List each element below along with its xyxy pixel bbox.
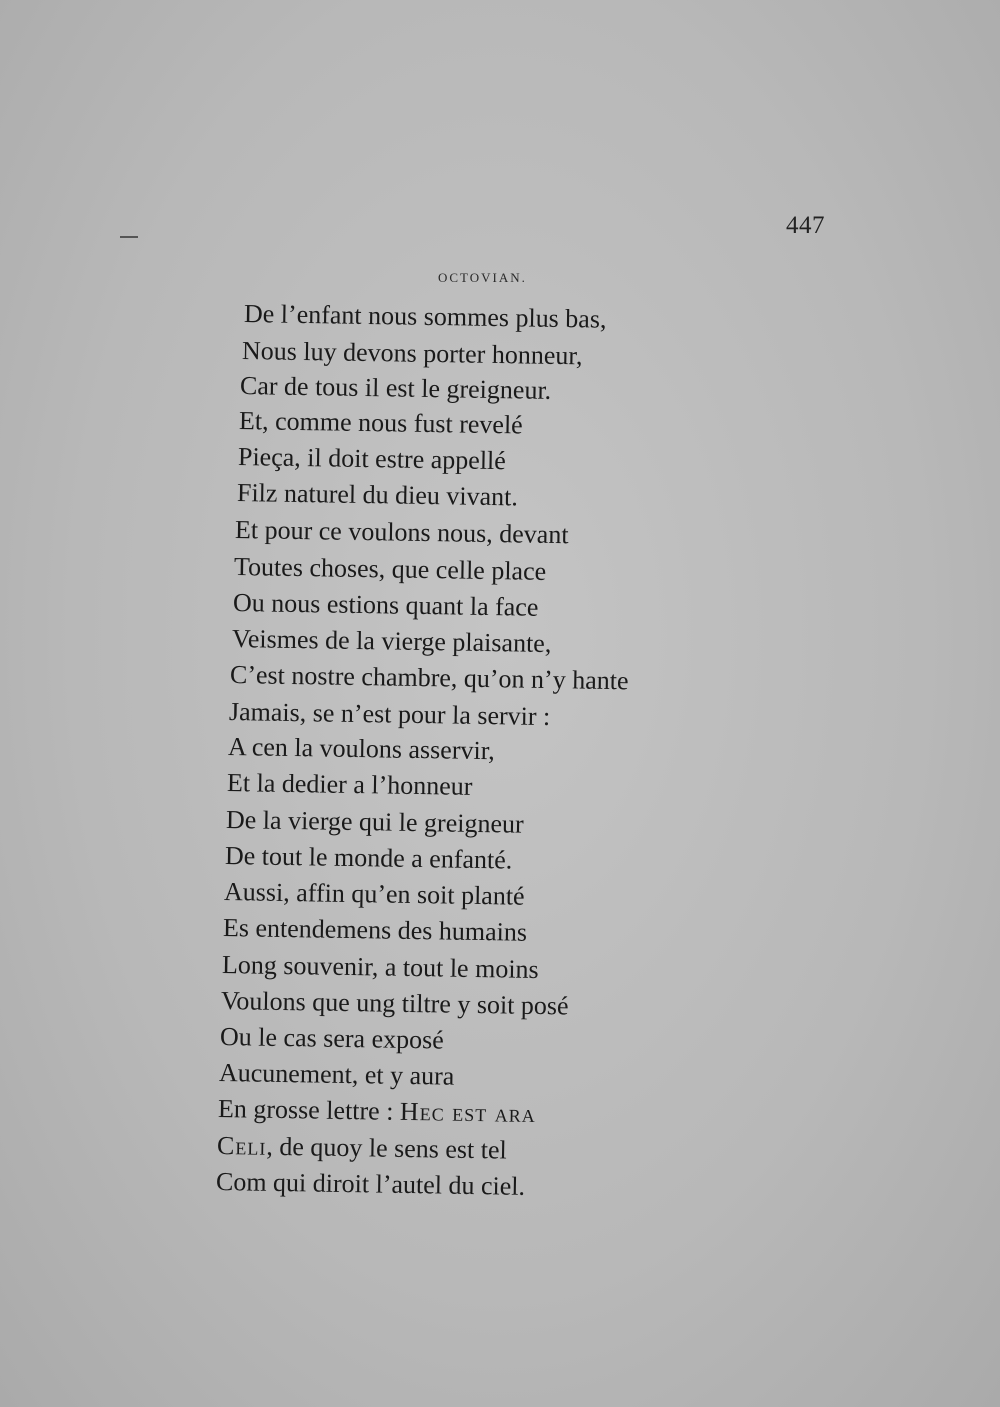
- verse-line: Com qui diroit l’autel du ciel.: [215, 1167, 526, 1201]
- verse-line: A cen la voulons asservir,: [227, 732, 496, 766]
- verse-line: Ou nous estions quant la face: [232, 588, 539, 622]
- verse-line: Nous luy devons porter honneur,: [241, 336, 583, 371]
- verse-line: Pieça, il doit estre appellé: [237, 442, 507, 476]
- verse-line: Et pour ce voulons nous, devant: [234, 515, 569, 550]
- verse-line: Veismes de la vierge plaisante,: [231, 624, 552, 659]
- verse-line: Aussi, affin qu’en soit planté: [223, 877, 525, 911]
- latin-inscription-small-caps: Celi: [216, 1131, 267, 1161]
- verse-line: Ou le cas sera exposé: [219, 1022, 445, 1055]
- verse-line: Car de tous il est le greigneur.: [239, 371, 552, 405]
- verse-line: Filz naturel du dieu vivant.: [236, 478, 519, 512]
- verse-line: Aucunement, et y aura: [218, 1058, 455, 1091]
- verse-line: Toutes choses, que celle place: [233, 552, 547, 586]
- verse-line: Es entendemens des humains: [222, 913, 528, 947]
- running-head: OCTOVIAN.: [438, 270, 527, 285]
- verse-line: Jamais, se n’est pour la servir :: [228, 697, 551, 732]
- verse-line: C’est nostre chambre, qu’on n’y hante: [229, 660, 629, 696]
- verse-line: Long souvenir, a tout le moins: [221, 950, 539, 984]
- verse-line-text: En grosse lettre :: [217, 1094, 401, 1126]
- page-number: 447: [786, 212, 825, 239]
- verse-line: Et la dedier a l’honneur: [226, 768, 473, 801]
- verse-line-text: , de quoy le sens est tel: [266, 1131, 507, 1165]
- verse-line: [217, 1131, 507, 1166]
- verse-line: De tout le monde a enfanté.: [224, 841, 513, 875]
- verse-line: De l’enfant nous sommes plus bas,: [243, 299, 607, 334]
- verse-line: [218, 1094, 536, 1129]
- verse-line: De la vierge qui le greigneur: [225, 805, 524, 839]
- latin-inscription-small-caps: Hec est ara: [399, 1096, 536, 1128]
- verse-line: Et, comme nous fust revelé: [238, 406, 523, 440]
- verse-line: Voulons que ung tiltre y soit posé: [220, 986, 569, 1021]
